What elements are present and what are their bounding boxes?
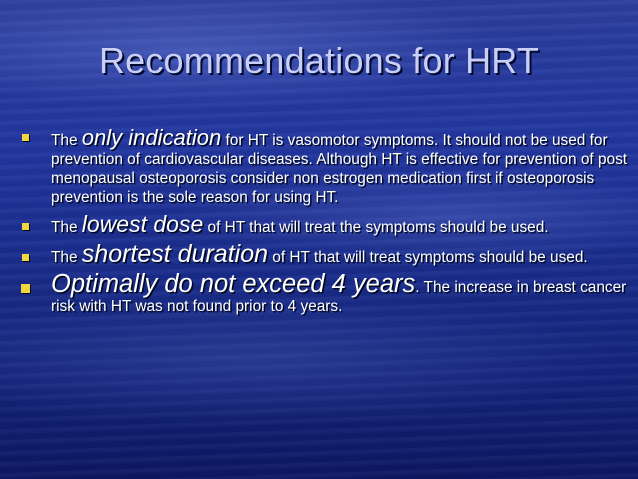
bullet-text: for HT is vasomotor symptoms. It should not be used for prevention of cardiovascular diseases. Although HT is effective for prevention of post menopausal osteoporosis consider non estrogen medication first if osteoporosis prevention is the sole reason for using HT. xyxy=(51,132,628,206)
bullet-prefix: The xyxy=(51,219,82,236)
slide-title: Recommendations for HRT xyxy=(98,40,540,81)
bullet-marker-icon xyxy=(21,284,30,293)
bullet-only-indication xyxy=(20,125,630,207)
bullet-emphasis: shortest duration xyxy=(81,240,269,268)
bullet-emphasis: Optimally do not exceed 4 years xyxy=(51,270,416,298)
bullet-marker-icon xyxy=(22,134,29,141)
bullet-emphasis: only indication xyxy=(81,125,222,150)
bullet-optimally xyxy=(20,270,630,316)
bullet-text: of HT that will treat symptoms should be used. xyxy=(268,249,588,266)
bullet-marker-icon xyxy=(22,254,29,261)
bullet-text: of HT that will treat the symptoms should be used. xyxy=(203,219,549,236)
bullet-shortest-duration xyxy=(20,240,630,268)
bullet-marker-icon xyxy=(22,223,29,230)
bullet-prefix: The xyxy=(51,132,82,149)
bullet-list xyxy=(20,125,630,316)
bullet-text: . The increase in breast cancer risk with HT was not found prior to 4 years. xyxy=(51,279,627,315)
bullet-lowest-dose xyxy=(20,211,630,237)
bullet-emphasis: lowest dose xyxy=(81,211,204,237)
bullet-prefix: The xyxy=(51,249,82,266)
